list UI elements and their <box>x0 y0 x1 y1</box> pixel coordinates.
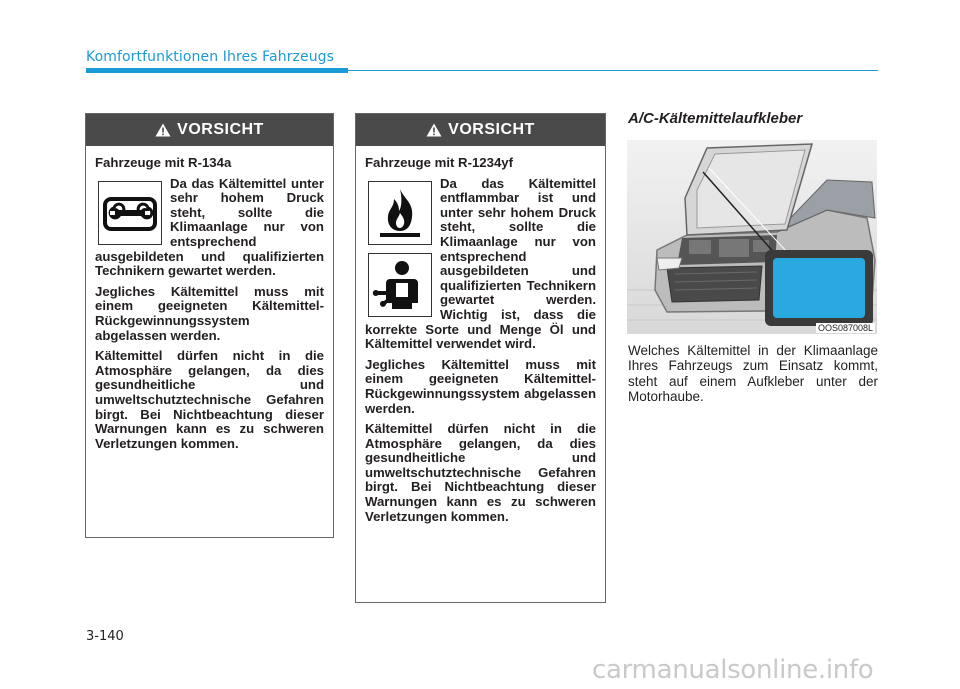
caution-paragraph-1: Da das Kältemittel entflammbar ist und unter sehr hohem Druck steht, sollte die Klimaanlage nur von entsprechend ausgebildeten und qualifizierten Technikern gewartet werden. Wichtig ist, dass die korrekte Sorte und Menge Öl und Kältemittel verwendet wird. <box>365 175 596 352</box>
ac-label-title: A/C-Kältemittelaufkleber <box>628 110 803 127</box>
caution-box-r134a <box>85 113 334 538</box>
caution-paragraph-3: Kältemittel dürfen nicht in die Atmosphäre gelangen, da dies gesundheitliche und umweltschutztechnische Gefahren birgt. Bei Nichtbeachtung dieser Warnungen kann es zu schweren Verletzungen kommen. <box>95 348 324 451</box>
section-title: Komfortfunktionen Ihres Fahrzeugs <box>86 49 335 65</box>
caution-title: VORSICHT <box>177 121 264 138</box>
ac-label-description: Welches Kältemittel in der Klimaanlage Ihres Fahrzeugs zum Einsatz kommt, steht auf einem Aufkleber unter der Motorhaube. <box>628 343 878 404</box>
caution-paragraph-1: Da das Kältemittel unter sehr hohem Druck steht, sollte die Klimaanlage nur von entsprechend ausgebildeten und qualifizierten Technikern gewartet werden. <box>95 175 324 279</box>
caution-subtitle: Fahrzeuge mit R-1234yf <box>365 155 514 170</box>
refrigerant-label-sticker <box>773 258 865 318</box>
header-rule <box>348 70 878 71</box>
caution-header <box>86 114 333 146</box>
flammable-icon <box>368 181 432 245</box>
warning-triangle-icon <box>426 123 442 137</box>
caution-paragraph-3: Kältemittel dürfen nicht in die Atmosphäre gelangen, da dies gesundheitliche und umweltschutztechnische Gefahren birgt. Bei Nichtbeachtung dieser Warnungen kann es zu schweren Verletzungen kommen. <box>365 421 596 524</box>
caution-paragraph-2: Jegliches Kältemittel muss mit einem geeigneten Kältemittel-Rückgewinnungssystem abgelassen werden. <box>95 283 324 343</box>
photo-code: OOS087008L <box>817 323 873 333</box>
watermark: carmanualsonline.info <box>592 655 874 685</box>
technician-icon <box>368 253 432 317</box>
caution-paragraph-2: Jegliches Kältemittel muss mit einem geeigneten Kältemittel-Rückgewinnungssystem abgelassen werden. <box>365 356 596 416</box>
engine-bay-photo <box>627 140 877 334</box>
caution-subtitle: Fahrzeuge mit R-134a <box>95 155 232 170</box>
caution-title: VORSICHT <box>448 121 535 138</box>
caution-box-r1234yf <box>355 113 606 603</box>
header-accent-bar <box>86 68 348 73</box>
warning-triangle-icon <box>155 123 171 137</box>
caution-header <box>356 114 605 146</box>
car-open-hood-illustration <box>627 140 877 334</box>
mechanic-wrench-icon <box>98 181 162 245</box>
page-number: 3-140 <box>86 629 124 644</box>
